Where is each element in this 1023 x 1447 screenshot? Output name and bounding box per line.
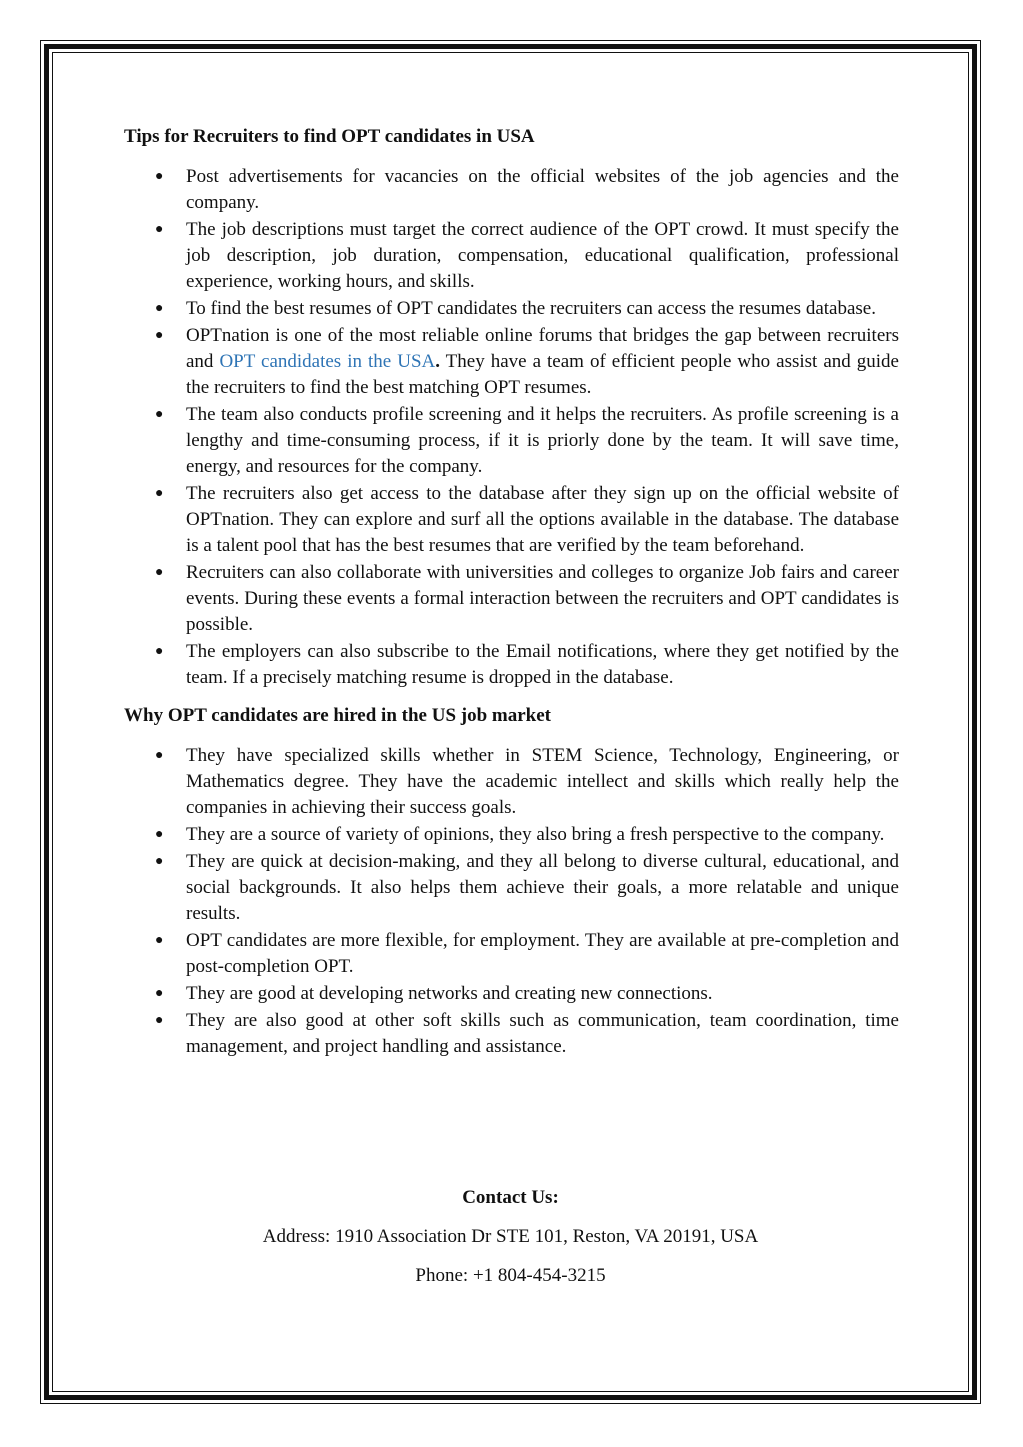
- bullet-icon: ●: [155, 748, 164, 763]
- contact-title: Contact Us:: [462, 1187, 559, 1208]
- why-list: [124, 743, 899, 1060]
- bullet-icon: ●: [155, 1013, 164, 1028]
- list-item: ● To find the best resumes of OPT candidates the recruiters can access the resumes database.: [124, 296, 899, 322]
- document-body: [124, 124, 899, 1061]
- bullet-icon: ●: [155, 407, 164, 422]
- bullet-icon: ●: [155, 301, 164, 316]
- list-item: ● They have specialized skills whether in STEM Science, Technology, Engineering, or Mathematics degree. They have the academic intellect and skills which really help the companies in achieving their success goals.: [155, 745, 899, 818]
- contact-address: Address: 1910 Association Dr STE 101, Reston, VA 20191, USA: [262, 1226, 759, 1247]
- list-item: ● They are a source of variety of opinions, they also bring a fresh perspective to the company.: [124, 822, 899, 848]
- bullet-icon: ●: [155, 565, 164, 580]
- bullet-icon: ●: [155, 827, 164, 842]
- bullet-icon: ●: [155, 644, 164, 659]
- bullet-icon: ●: [155, 986, 164, 1001]
- opt-candidates-link[interactable]: OPT candidates in the USA: [219, 351, 436, 372]
- list-item: ● Recruiters can also collaborate with universities and colleges to organize Job fairs and career events. During these events a formal interaction between the recruiters and OPT candidates is possible.: [155, 562, 899, 635]
- bullet-icon: ●: [155, 222, 164, 237]
- list-item: ● OPT candidates are more flexible, for employment. They are available at pre-completion and post-completion OPT.: [155, 930, 899, 977]
- bullet-icon: ●: [155, 933, 164, 948]
- contact-phone: Phone: +1 804-454-3215: [415, 1265, 606, 1286]
- tips-list: [124, 164, 899, 691]
- list-item: ● The recruiters also get access to the database after they sign up on the official website of OPTnation. They can explore and surf all the options available in the database. The database is a talent pool that has the best resumes that are verified by the team beforehand.: [155, 483, 899, 556]
- list-item: ● The job descriptions must target the correct audience of the OPT crowd. It must specify the job description, job duration, compensation, educational qualification, professional experience, working hours, and skills.: [155, 219, 899, 292]
- section-heading-tips: Tips for Recruiters to find OPT candidates in USA: [124, 126, 535, 147]
- bullet-icon: ●: [155, 854, 164, 869]
- bullet-icon: ●: [155, 328, 164, 343]
- bullet-icon: ●: [155, 169, 164, 184]
- bullet-icon: ●: [155, 486, 164, 501]
- list-item: ● The team also conducts profile screening and it helps the recruiters. As profile screening is a lengthy and time-consuming process, if it is priorly done by the team. It will save time, energy, and resources for the company.: [155, 404, 899, 477]
- section-heading-why: Why OPT candidates are hired in the US job market: [124, 705, 551, 726]
- list-item: ● They are also good at other soft skills such as communication, team coordination, time management, and project handling and assistance.: [155, 1010, 899, 1057]
- list-item: ● They are good at developing networks and creating new connections.: [124, 981, 899, 1007]
- list-item: ● OPTnation is one of the most reliable online forums that bridges the gap between recruiters and OPT candidates in the USA. They have a team of efficient people who assist and guide the recruiters to find the best matching OPT resumes.: [155, 325, 899, 398]
- list-item: ● Post advertisements for vacancies on the official websites of the job agencies and the company.: [155, 166, 899, 213]
- list-item: ● The employers can also subscribe to the Email notifications, where they get notified by the team. If a precisely matching resume is dropped in the database.: [155, 641, 899, 688]
- list-item: ● They are quick at decision-making, and they all belong to diverse cultural, educational, and social backgrounds. It also helps them achieve their goals, a more relatable and unique results.: [155, 851, 899, 924]
